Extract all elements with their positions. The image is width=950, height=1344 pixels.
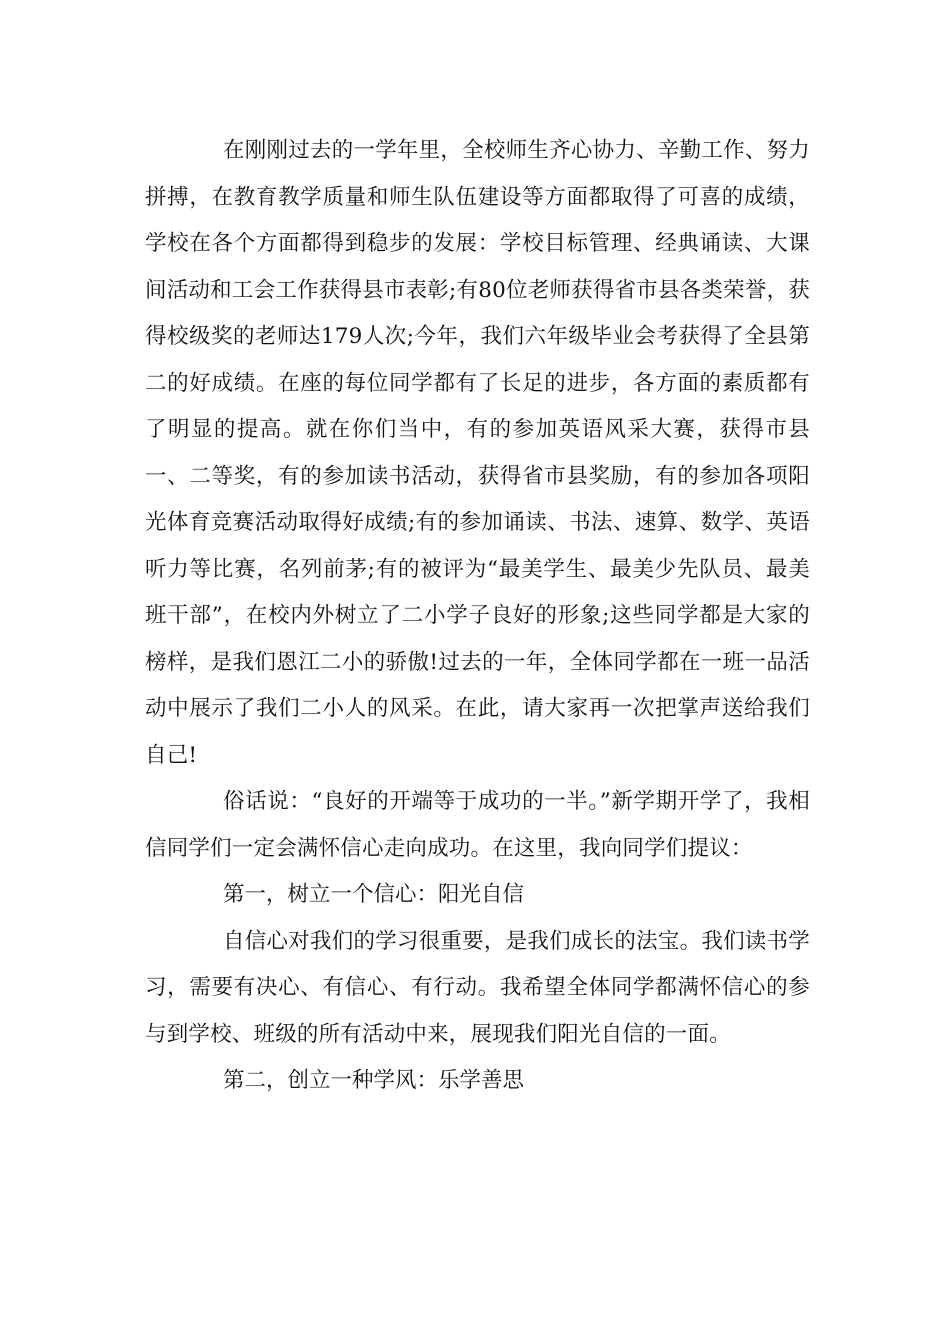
- heading-second-proposal: 第二，创立一种学风：乐学善思: [223, 1068, 525, 1093]
- paragraph-proverb: 俗话说：“良好的开端等于成功的一半。”新学期开学了，我相信同学们一定会满怀信心走向成功。在这里，我向同学们提议：: [145, 789, 810, 861]
- heading-first-proposal: 第一，树立一个信心：阳光自信: [223, 882, 525, 907]
- paragraph-confidence: 自信心对我们的学习很重要，是我们成长的法宝。我们读书学习，需要有决心、有信心、有行动。我希望全体同学都满怀信心的参与到学校、班级的所有活动中来，展现我们阳光自信的一面。: [145, 928, 810, 1047]
- paragraph-achievements: 在刚刚过去的一学年里，全校师生齐心协力、辛勤工作、努力拼搏，在教育教学质量和师生队伍建设等方面都取得了可喜的成绩，学校在各个方面都得到稳步的发展：学校目标管理、经典诵读、大课间活动和工会工作获得县市表彰;有80位老师获得省市县各类荣誉，获得校级奖的老师达179人次;今年，我们六年级毕业会考获得了全县第二的好成绩。在座的每位同学都有了长足的进步，各方面的素质都有了明显的提高。就在你们当中，有的参加英语风采大赛，获得市县一、二等奖，有的参加读书活动，获得省市县奖励，有的参加各项阳光体育竞赛活动取得好成绩;有的参加诵读、书法、速算、数学、英语听力等比赛，名列前茅;有的被评为“最美学生、最美少先队员、最美班干部”，在校内外树立了二小学子良好的形象;这些同学都是大家的榜样，是我们恩江二小的骄傲!过去的一年，全体同学都在一班一品活动中展示了我们二小人的风采。在此，请大家再一次把掌声送给我们自己!: [145, 138, 810, 768]
- document-body: [145, 128, 810, 1105]
